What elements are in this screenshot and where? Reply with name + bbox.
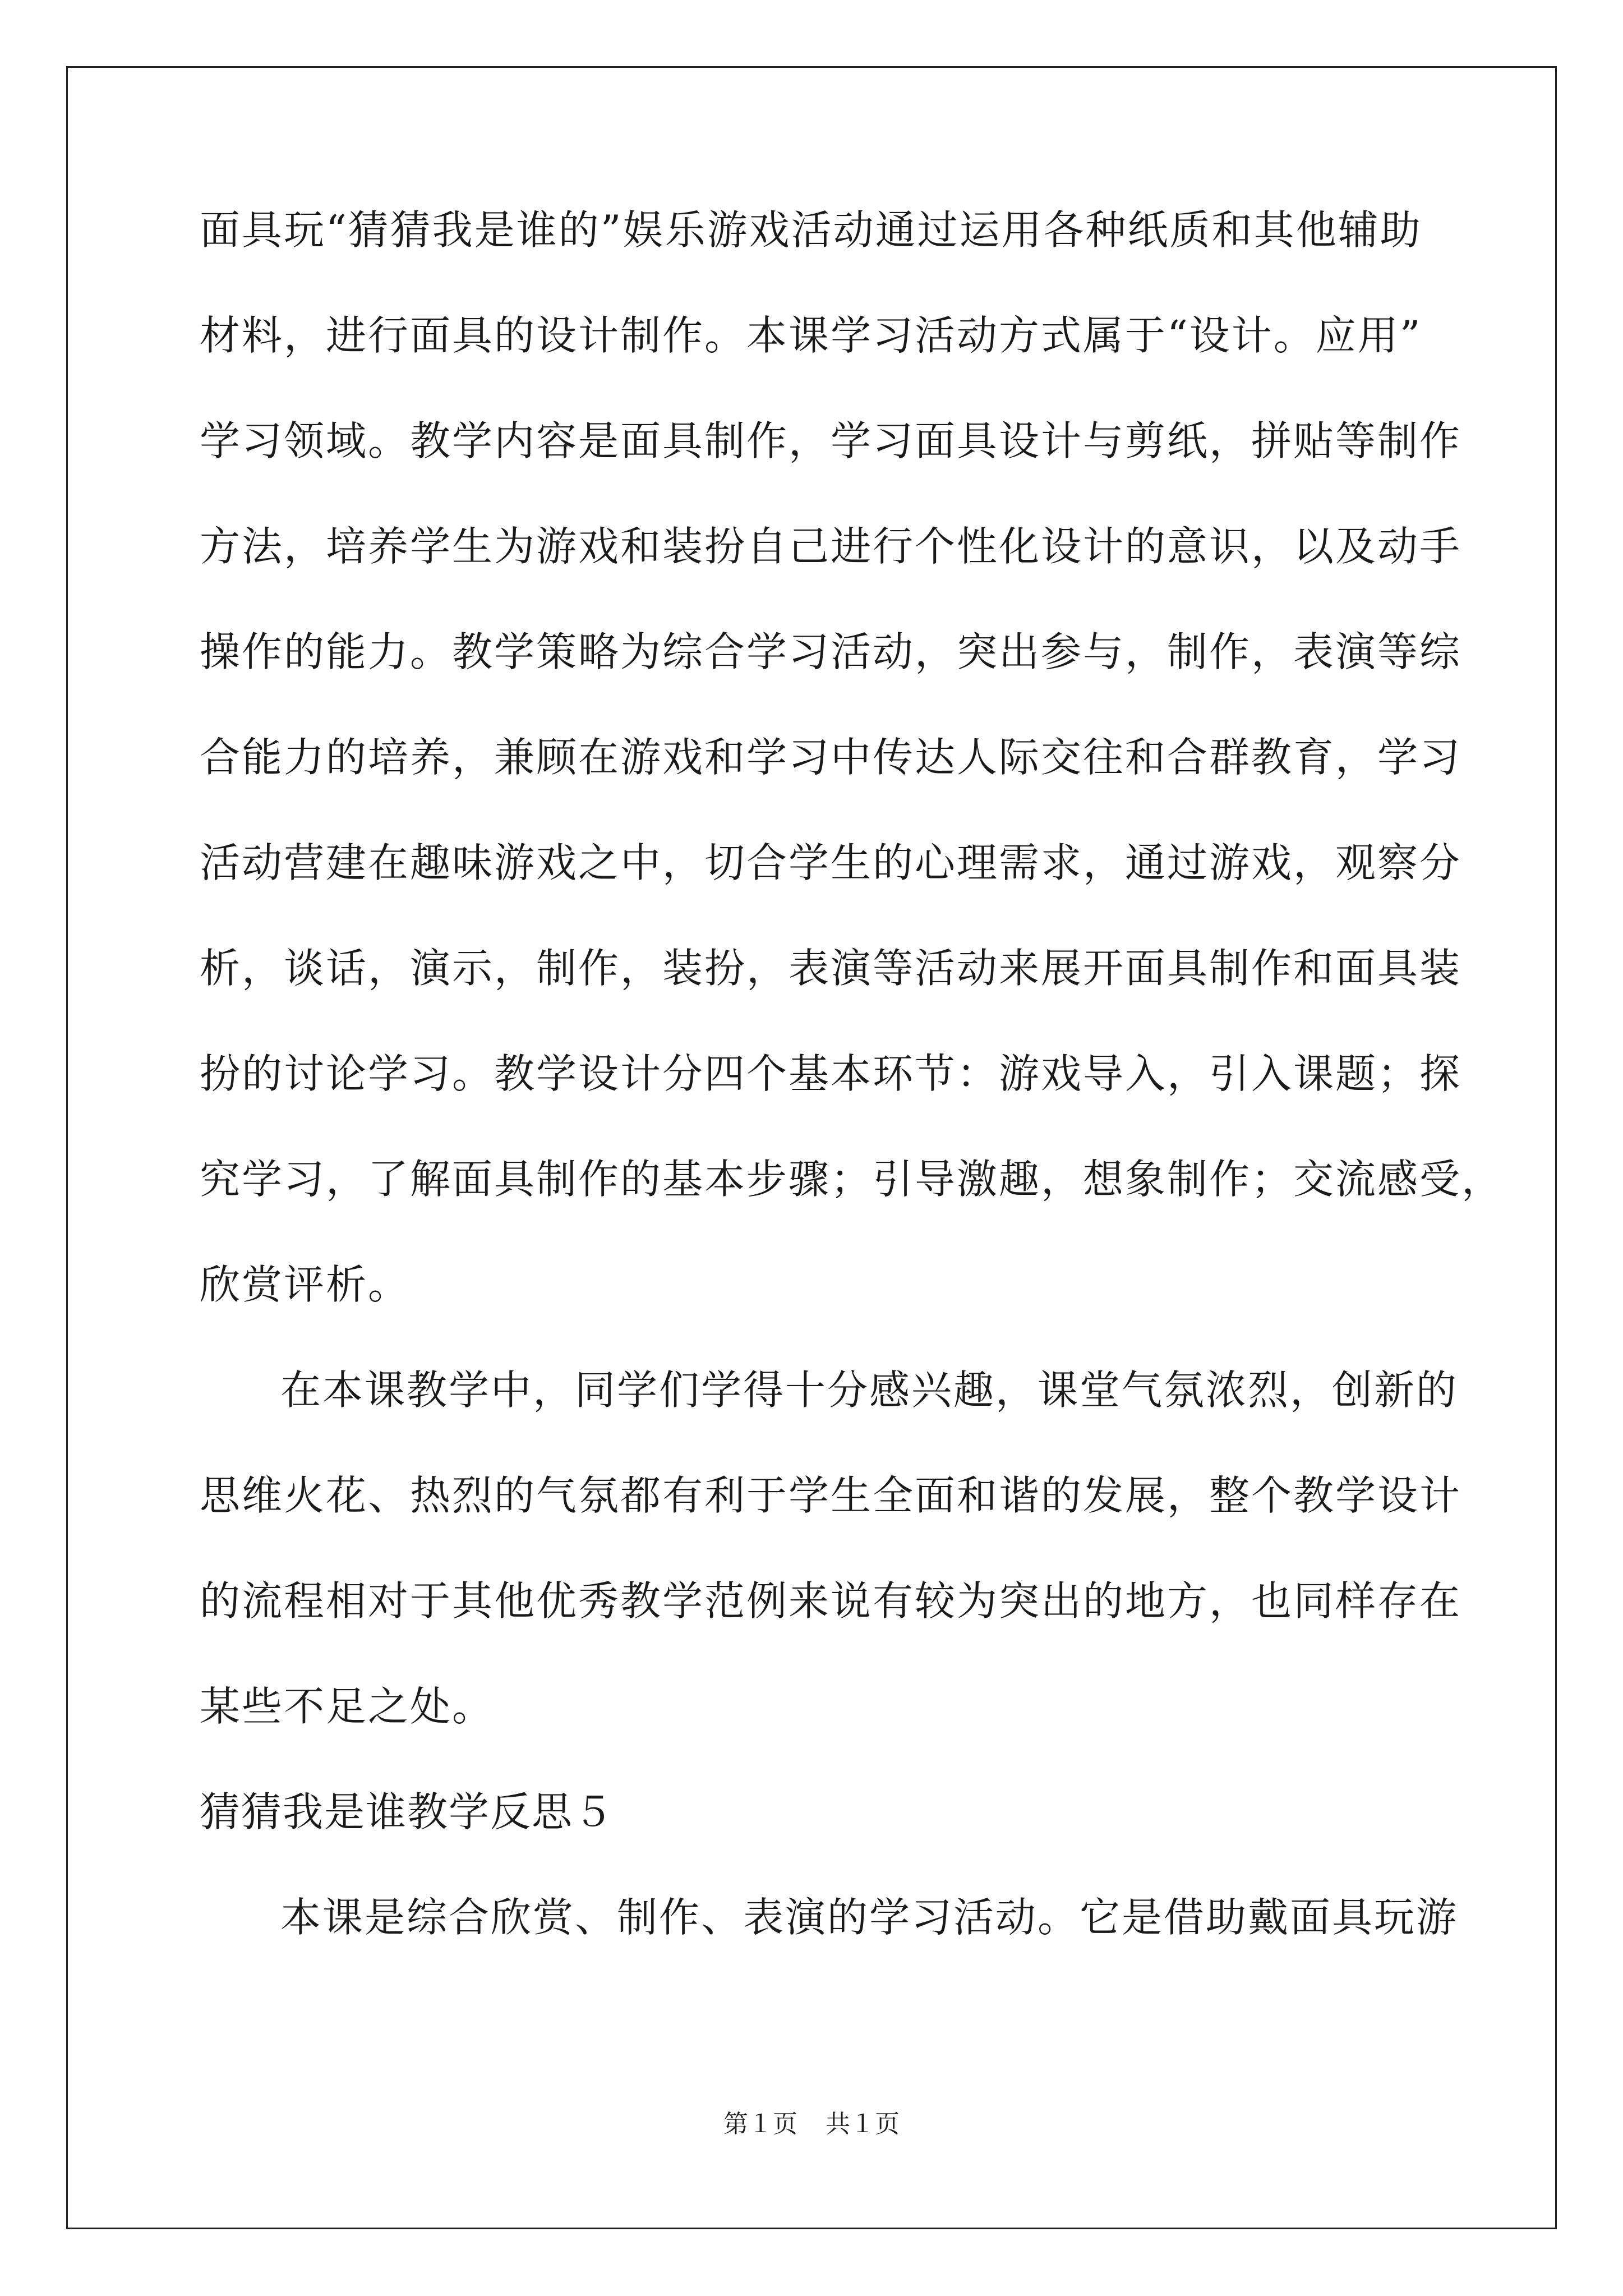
paragraph-line: 某些不足之处。 bbox=[200, 1683, 495, 1730]
paragraph-line: 究学习，了解面具制作的基本步骤；引导激趣，想象制作；交流感受， bbox=[200, 1156, 1504, 1203]
page-number: 第１页 bbox=[723, 2110, 797, 2138]
paragraph-line: 活动营建在趣味游戏之中，切合学生的心理需求，通过游戏，观察分 bbox=[200, 839, 1462, 886]
page-footer bbox=[0, 2110, 1623, 2138]
paragraph-line: 思维火花、热烈的气氛都有利于学生全面和谐的发展，整个教学设计 bbox=[200, 1472, 1462, 1519]
paragraph-line: 在本课教学中，同学们学得十分感兴趣，课堂气氛浓烈，创新的 bbox=[280, 1366, 1459, 1414]
paragraph-line: 操作的能力。教学策略为综合学习活动，突出参与，制作，表演等综 bbox=[200, 628, 1462, 675]
paragraph-line: 合能力的培养，兼顾在游戏和学习中传达人际交往和合群教育，学习 bbox=[200, 734, 1462, 781]
paragraph-line: 学习领域。教学内容是面具制作，学习面具设计与剪纸，拼贴等制作 bbox=[200, 417, 1462, 464]
paragraph-line: 本课是综合欣赏、制作、表演的学习活动。它是借助戴面具玩游 bbox=[280, 1894, 1459, 1941]
paragraph-line: 欣赏评析。 bbox=[200, 1261, 411, 1308]
paragraph-line: 析，谈话，演示，制作，装扮，表演等活动来展开面具制作和面具装 bbox=[200, 945, 1462, 992]
document-body bbox=[200, 206, 1504, 2000]
section-heading: 猜猜我是谁教学反思５ bbox=[200, 1788, 615, 1835]
paragraph-line: 的流程相对于其他优秀教学范例来说有较为突出的地方，也同样存在 bbox=[200, 1577, 1462, 1625]
page-total: 共１页 bbox=[826, 2110, 900, 2138]
paragraph-line: 材料，进行面具的设计制作。本课学习活动方式属于“设计。应用” bbox=[200, 312, 1422, 359]
paragraph-line: 方法，培养学生为游戏和装扮自己进行个性化设计的意识，以及动手 bbox=[200, 523, 1462, 570]
paragraph-line: 面具玩“猜猜我是谁的”娱乐游戏活动通过运用各种纸质和其他辅助 bbox=[200, 206, 1422, 254]
paragraph-line: 扮的讨论学习。教学设计分四个基本环节：游戏导入，引入课题；探 bbox=[200, 1050, 1462, 1097]
